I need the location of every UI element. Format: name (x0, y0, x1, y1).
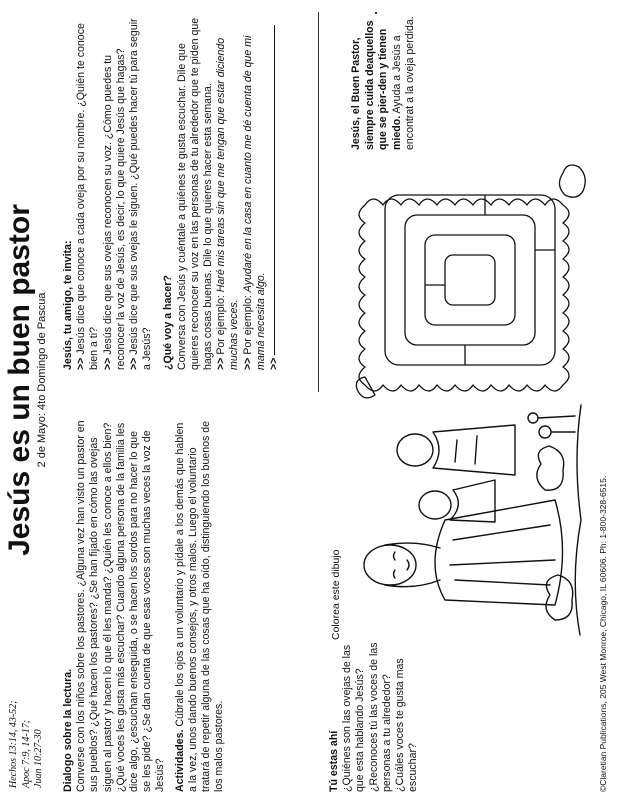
friend-item: >> Jesús dice que conoce a cada oveja por su nombre. ¿Quién te conoce bien a ti? (75, 23, 101, 370)
scripture-references (8, 668, 46, 788)
arrow-marker: >> (215, 357, 228, 370)
lost-sheep-maze-illustration (345, 160, 595, 400)
question-item: ¿Quiénes son las ovejas de las que esta hablando Jesús? (341, 644, 367, 792)
left-column (62, 420, 232, 792)
dialog-section (62, 420, 168, 792)
answer-line (274, 25, 275, 355)
jesus-with-children-illustration (345, 400, 590, 640)
arrow-marker: >> (128, 357, 141, 370)
reference-line: Hechos 13:14, 43-52; (8, 700, 19, 788)
dialog-heading: Dialogo sobre la lectura. (62, 668, 74, 792)
reference-line: Juan 10:27-30 (33, 729, 44, 788)
question-item: ¿Reconoces tú las voces de las personas a tu alrededor? (367, 642, 393, 792)
friend-item: >> Jesús dice que sus ovejas reconocen su voz. ¿Cómo puedes tu reconocer la voz de Jesús, es decir, lo que quiere Jesús que hagas? (101, 48, 127, 370)
shepherd-caption (350, 10, 418, 150)
shepherd-caption-rest: Ayuda a Jesús a encontrat a la oveja perdida. (390, 16, 416, 150)
activities-heading: Actividades. (173, 729, 186, 792)
activities-section (174, 420, 227, 792)
example-item: >> Por ejemplo: Haré mis tareas sin que me tengan que estar diciendo muchas veces. (215, 37, 241, 370)
what-do-heading: ¿Qué voy a hacer? (162, 275, 175, 370)
activities-body: Cúbrale los ojos a un voluntario y pídale a los demás que hablen a la vez, unos dando buenos consejos, y otros malos. Luego el voluntario tratará de repetir alguna de las cosas que ha oído, distinguiendo los buenos de los malos pastores. (173, 420, 226, 792)
copyright-footer: ©Claretian Publications, 205 West Monroe, Chicago, IL 60606. Ph: 1-800-328-6515. (598, 475, 608, 792)
reference-line: Apoc 7:9, 14-17; (20, 719, 32, 788)
color-instruction: Colorea este dibujo (330, 549, 342, 640)
you-are-there-box (328, 642, 420, 792)
question-item: ¿Cuáles voces te gusta mas escuchar? (394, 658, 420, 792)
page-subtitle: 2 de Mayo: 4to Domingo de Pascua (36, 292, 48, 468)
arrow-marker: >> (75, 357, 88, 370)
you-are-there-heading: Tú estas ahí (328, 730, 340, 792)
dot-mark (375, 12, 377, 14)
divider-line (318, 12, 319, 392)
page-title: Jesús es un buen pastor (3, 204, 36, 556)
arrow-marker: >> (268, 357, 281, 370)
what-do-body: Conversa con Jesús y cuéntale a quiénes te gusta escuchar. Dile que quieres reconocer su voz en las personas de tu alrededor que te piden que hagas cosas buenas. Dile lo que quieres hacer esta semana. (175, 17, 215, 370)
friend-item: >> Jesús dice que sus ovejas le siguen. ¿Qué puedes hacer tú para seguir a Jesús? (128, 18, 154, 370)
arrow-marker: >> (101, 357, 114, 370)
title-block (4, 200, 49, 560)
shepherd-caption-bold: Jesús, el Buen Pastor, siempre cuida deaquellos que se pier-den y tienen miedo. (350, 20, 403, 150)
example-item: >> Por ejemplo: Ayudaré en la casa en cuanto me dé cuenta de que mi mamá necesita algo. (241, 35, 267, 370)
dialog-body: Converse con los niños sobre los pastores. ¿Alguna vez han visto un pastor en sus pueblos? ¿Qué hacen los pastores? ¿Se han fijado en cómo las ovejas siguen al pastor y hacen lo que él les manda? ¿Quién les conoce a ellos bien? ¿Qué voces les gusta más escuchar? Cuando alguna persona de la familia les dice algo, ¿escuchan enseguida, o se hacen los sordos para no hacer lo que se les pide? ¿Se dan cuenta de que esas voces son muchas veces la voz de Jesús? (75, 420, 167, 792)
right-column (62, 14, 281, 370)
arrow-marker: >> (241, 357, 254, 370)
write-in-line (268, 14, 281, 370)
friend-heading: Jesús, tu amigo, te invita: (62, 240, 74, 370)
